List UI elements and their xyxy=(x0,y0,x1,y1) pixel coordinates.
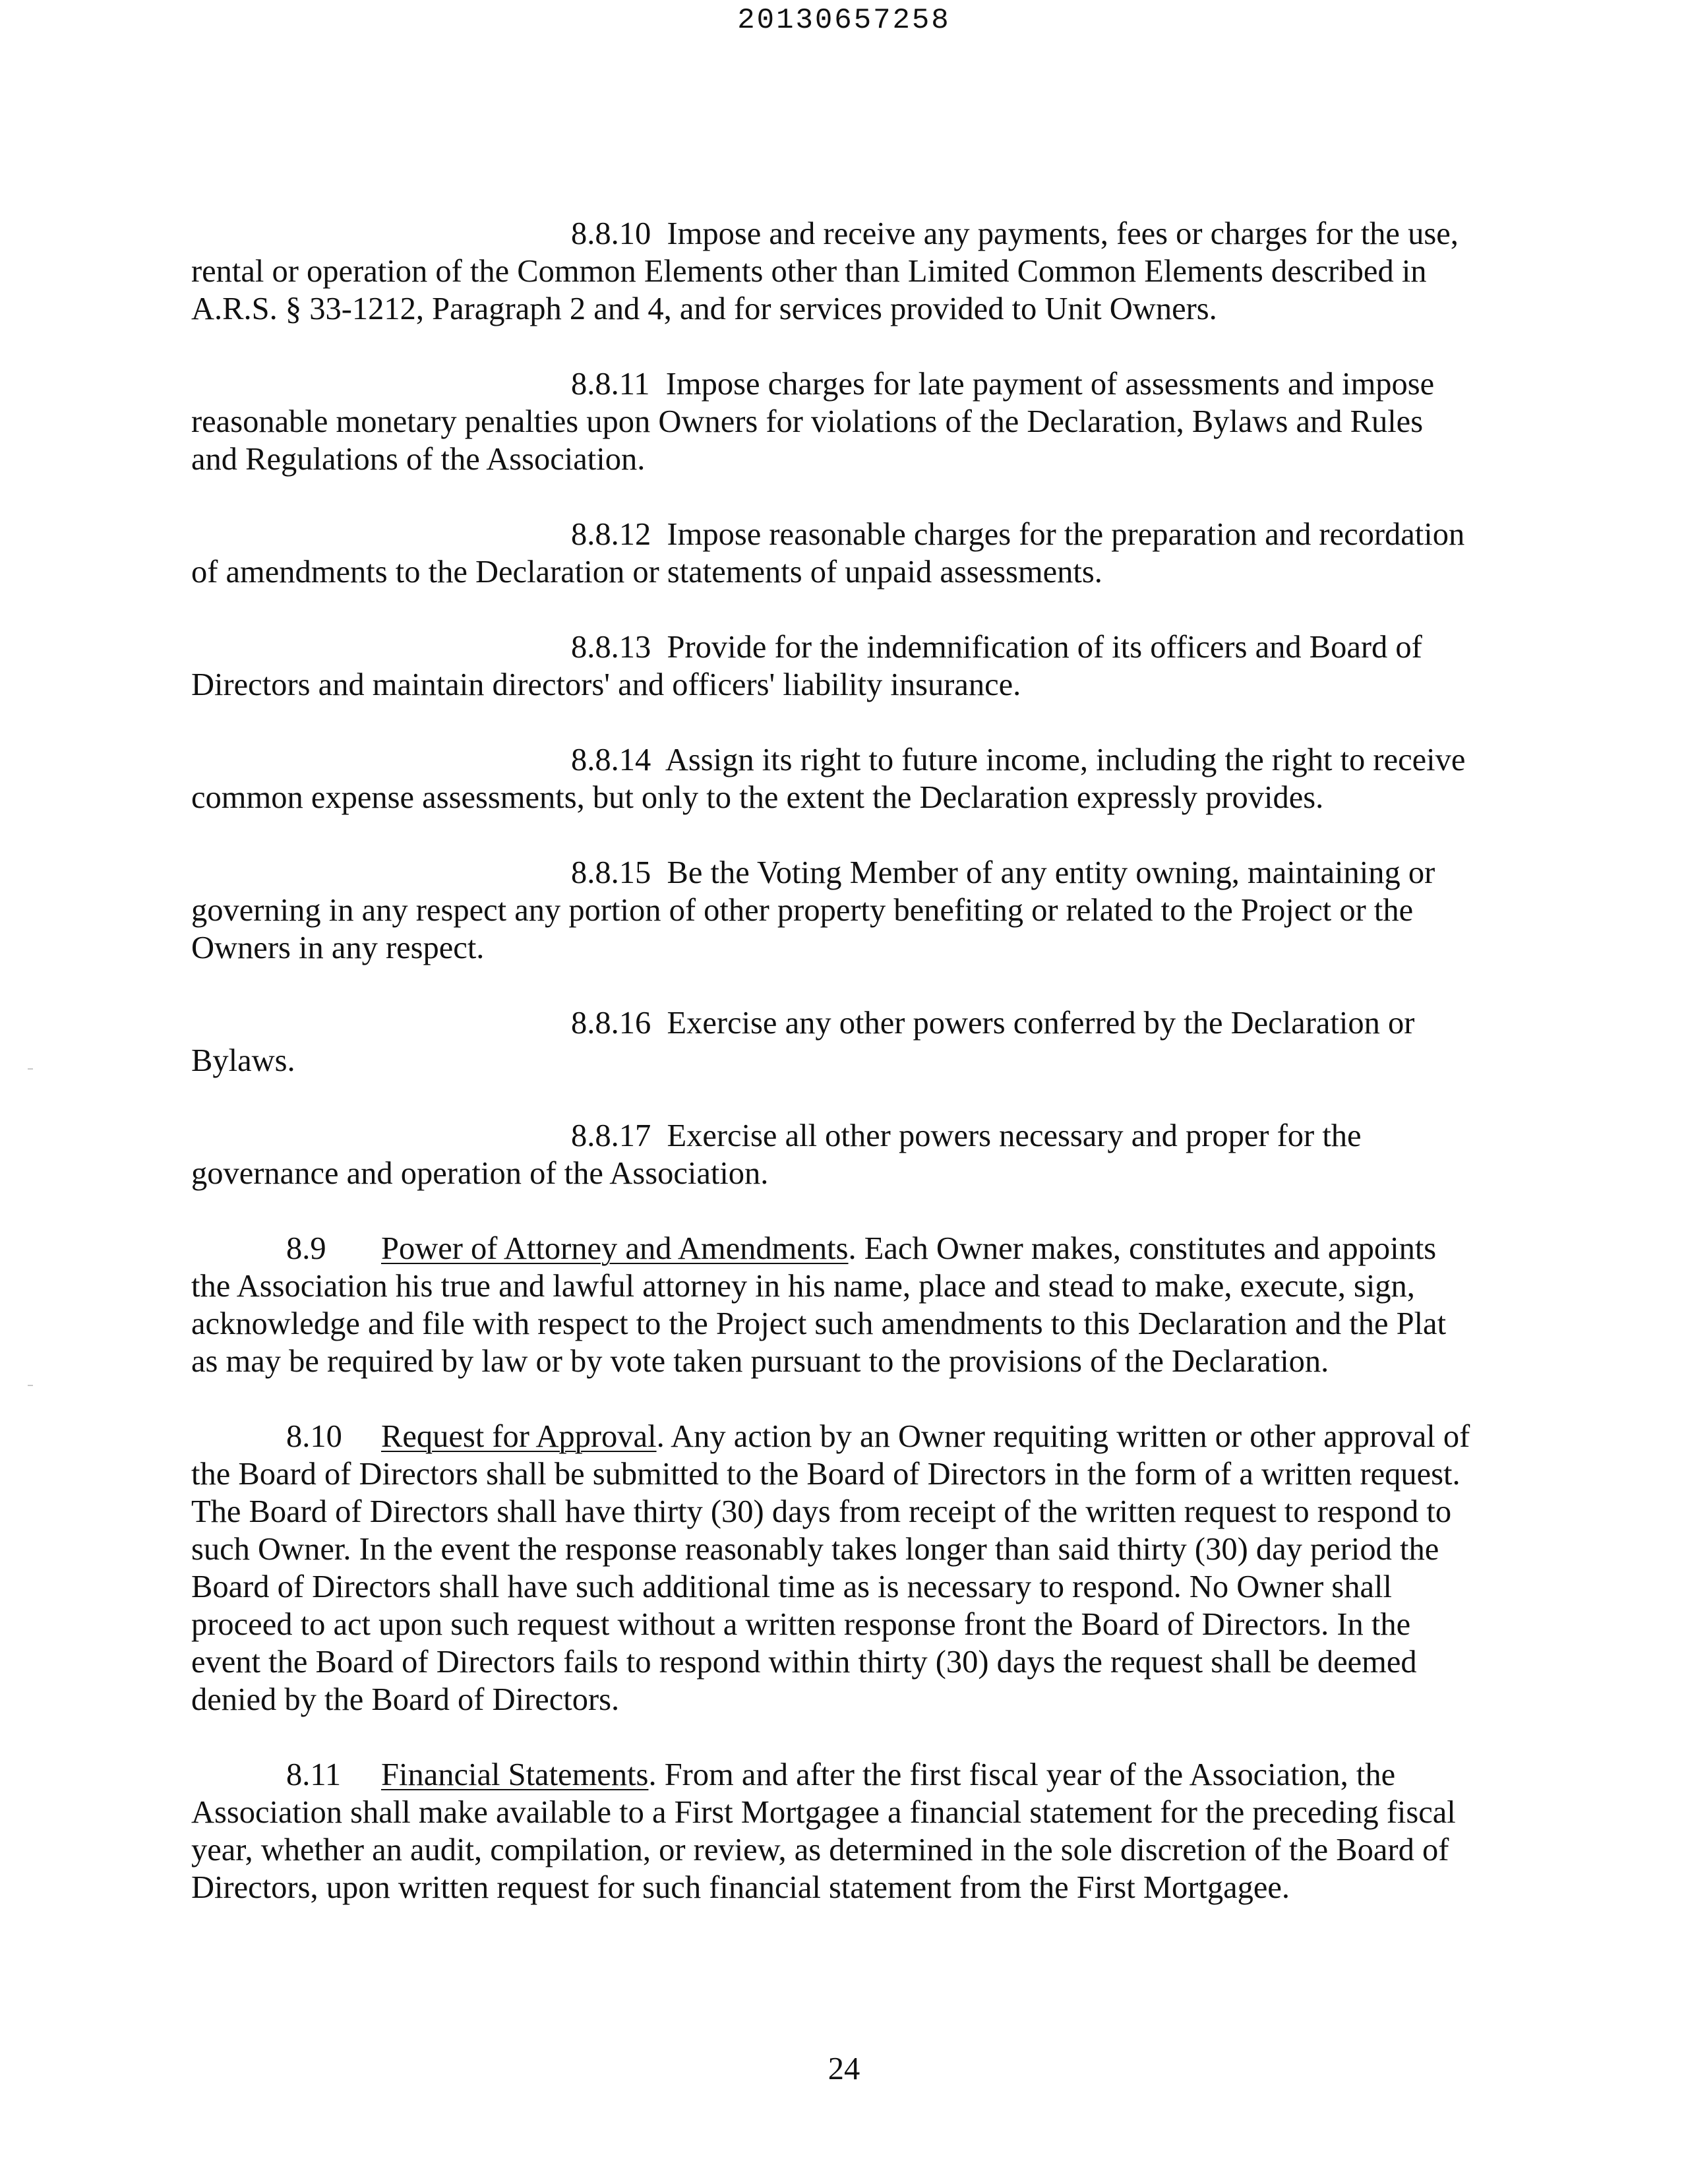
paragraph-8-8-17 xyxy=(191,1117,1477,1192)
paragraph-number: 8.8.15 xyxy=(571,855,651,890)
document-body xyxy=(191,215,1477,1944)
paragraph-number: 8.8.14 xyxy=(571,743,651,777)
paragraph-8-8-15 xyxy=(191,854,1477,967)
section-heading: Financial Statements xyxy=(381,1757,649,1792)
section-number: 8.9 xyxy=(286,1231,326,1266)
margin-scan-mark xyxy=(28,1068,33,1070)
paragraph-8-8-16 xyxy=(191,1004,1477,1079)
paragraph-number: 8.8.11 xyxy=(571,367,650,402)
paragraph-number: 8.8.16 xyxy=(571,1006,651,1041)
paragraph-text: . From and after the first fiscal year of the Association, the Association shall make available to a First Mortgagee a financial statement for the preceding fiscal year, whether an audit, compilation, or review, as determined in the sole discretion of the Board of Directors, upon written request for such financial statement from the First Mortgagee. xyxy=(191,1757,1456,1905)
paragraph-8-8-10 xyxy=(191,215,1477,328)
paragraph-number: 8.8.13 xyxy=(571,630,651,665)
paragraph-number: 8.8.17 xyxy=(571,1118,651,1153)
paragraph-8-8-13 xyxy=(191,628,1477,704)
paragraph-8-8-12 xyxy=(191,516,1477,591)
paragraph-8-9 xyxy=(191,1230,1477,1380)
paragraph-text: . Each Owner makes, constitutes and appoints the Association his true and lawful attorney in his name, place and stead to make, execute, sign, acknowledge and file with respect to the Project such amendments to this Declaration and the Plat as may be required by law or by vote taken pursuant to the provisions of the Declaration. xyxy=(191,1231,1447,1379)
paragraph-text: Impose reasonable charges for the preparation and recordation of amendments to the Declaration or statements of unpaid assessments. xyxy=(191,517,1465,590)
paragraph-text: Provide for the indemnification of its officers and Board of Directors and maintain directors' and officers' liability insurance. xyxy=(191,630,1422,702)
paragraph-8-8-11 xyxy=(191,365,1477,478)
paragraph-number: 8.8.12 xyxy=(571,517,651,552)
paragraph-text: Assign its right to future income, including the right to receive common expense assessments, but only to the extent the Declaration expressly provides. xyxy=(191,743,1466,815)
paragraph-text: Impose charges for late payment of assessments and impose reasonable monetary penalties upon Owners for violations of the Declaration, Bylaws and Rules and Regulations of the Association. xyxy=(191,367,1435,477)
page-number: 24 xyxy=(828,2051,860,2086)
paragraph-8-10 xyxy=(191,1418,1477,1718)
paragraph-text: Exercise all other powers necessary and proper for the governance and operation of the Association. xyxy=(191,1118,1362,1191)
paragraph-text: Be the Voting Member of any entity owning, maintaining or governing in any respect any portion of other property benefiting or related to the Project or the Owners in any respect. xyxy=(191,855,1435,965)
section-heading: Request for Approval xyxy=(381,1419,657,1454)
paragraph-text: Exercise any other powers conferred by the Declaration or Bylaws. xyxy=(191,1006,1415,1078)
paragraph-text: Impose and receive any payments, fees or charges for the use, rental or operation of the Common Elements other than Limited Common Elements described in A.R.S. § 33-1212, Paragraph 2 and 4, and for services provided to Unit Owners. xyxy=(191,216,1459,326)
margin-scan-mark xyxy=(28,1385,33,1386)
document-number: 20130657258 xyxy=(737,4,951,37)
paragraph-number: 8.8.10 xyxy=(571,216,651,251)
section-number: 8.10 xyxy=(286,1419,342,1454)
section-number: 8.11 xyxy=(286,1757,342,1792)
paragraph-8-11 xyxy=(191,1756,1477,1906)
paragraph-text: . Any action by an Owner requiting written or other approval of the Board of Directors shall be submitted to the Board of Directors in the form of a written request. The Board of Directors shall have thirty (30) days from receipt of the written request to respond to such Owner. In the event the response reasonably takes longer than said thirty (30) day period the Board of Directors shall have such additional time as is necessary to respond. No Owner shall proceed to act upon such request without a written response front the Board of Directors. In the event the Board of Directors fails to respond within thirty (30) days the request shall be deemed denied by the Board of Directors. xyxy=(191,1419,1470,1717)
section-heading: Power of Attorney and Amendments xyxy=(381,1231,849,1266)
paragraph-8-8-14 xyxy=(191,741,1477,816)
